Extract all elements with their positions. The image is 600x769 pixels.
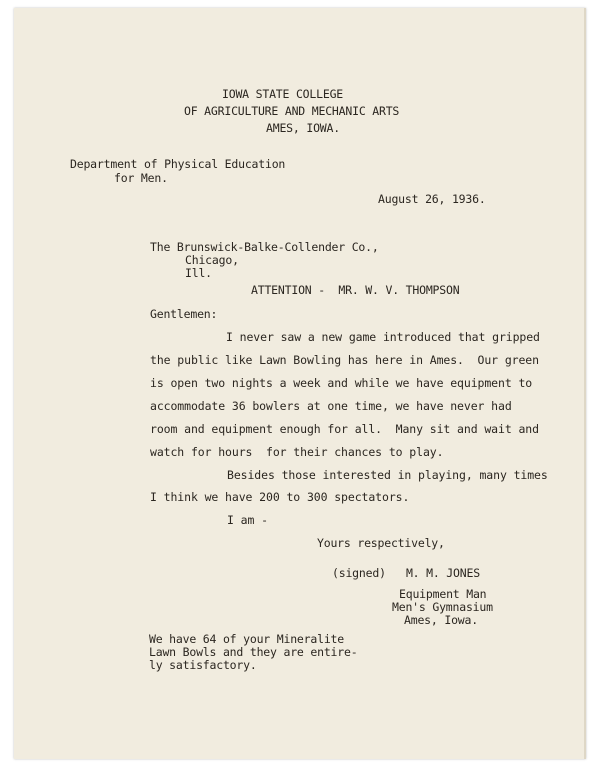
signer-title-line-1: Equipment Man [399,587,487,601]
letterhead-line-2: OF AGRICULTURE AND MECHANIC ARTS [184,104,400,118]
closing: Yours respectively, [317,536,445,550]
body-line-1: I never saw a new game introduced that gripped [226,330,540,344]
salutation: Gentlemen: [150,307,218,321]
signer-title-line-3: Ames, Iowa. [404,613,478,627]
body-line-8: I think we have 200 to 300 spectators. [150,490,410,504]
letter-page [14,8,586,759]
body-line-3: is open two nights a week and while we have equipment to [150,376,533,390]
body-line-9: I am - [227,513,268,527]
recipient-line-1: The Brunswick-Balke-Collender Co., [150,240,379,254]
body-line-4: accommodate 36 bowlers at one time, we have never had [150,399,512,413]
letterhead-line-1: IOWA STATE COLLEGE [222,87,344,101]
letterhead-line-3: AMES, IOWA. [266,121,340,135]
attention-line: ATTENTION - MR. W. V. THOMPSON [251,283,460,297]
department-line-2: for Men. [114,171,168,185]
signature: (signed) M. M. JONES [332,566,480,580]
body-line-2: the public like Lawn Bowling has here in Ames. Our green [150,353,539,367]
postscript-line-2: Lawn Bowls and they are entire- [149,645,358,659]
postscript-line-3: ly satisfactory. [149,658,257,672]
body-line-7: Besides those interested in playing, many times [227,468,548,482]
letter-date: August 26, 1936. [378,192,486,206]
body-line-5: room and equipment enough for all. Many sit and wait and [150,422,539,436]
body-line-6: watch for hours for their chances to play. [150,445,444,459]
signer-title-line-2: Men's Gymnasium [392,600,493,614]
postscript-line-1: We have 64 of your Mineralite [149,632,344,646]
recipient-line-3: Ill. [185,266,212,280]
department-line-1: Department of Physical Education [70,157,286,171]
recipient-line-2: Chicago, [185,253,239,267]
